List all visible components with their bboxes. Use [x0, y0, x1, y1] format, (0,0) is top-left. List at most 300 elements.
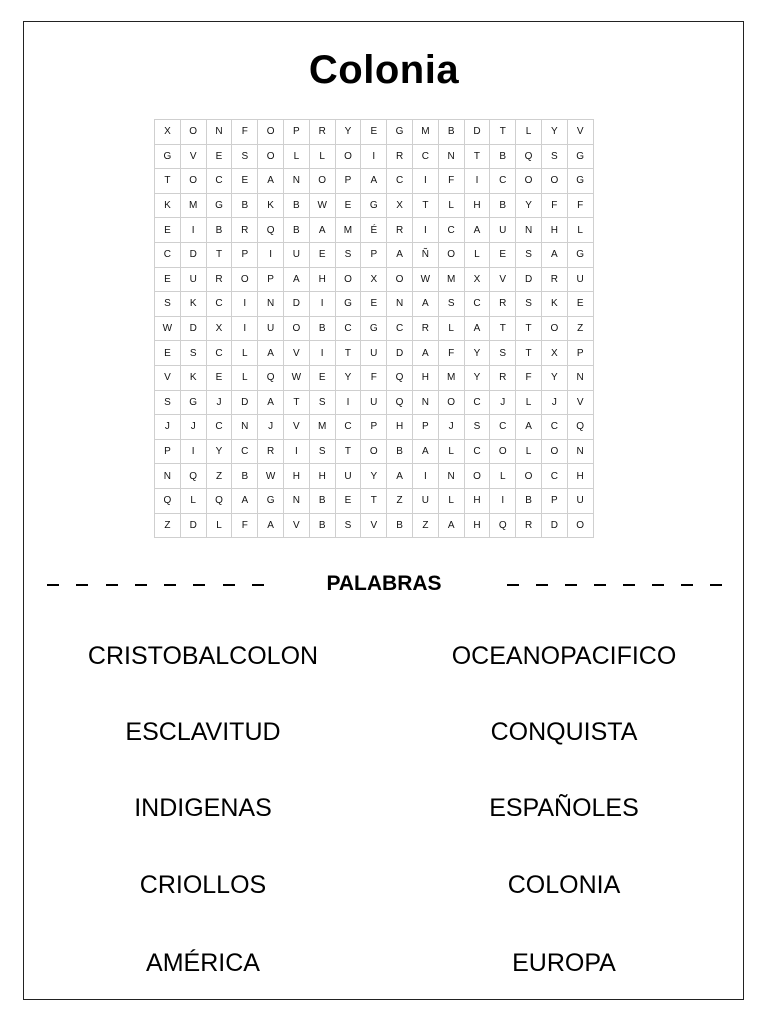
grid-cell: T — [516, 316, 542, 341]
grid-cell: Q — [258, 365, 284, 390]
grid-cell: W — [283, 365, 309, 390]
grid-cell: C — [206, 292, 232, 317]
grid-cell: J — [541, 390, 567, 415]
grid-cell: A — [258, 390, 284, 415]
grid-cell: V — [490, 267, 516, 292]
grid-row — [155, 169, 594, 194]
grid-cell: R — [412, 316, 438, 341]
grid-cell: I — [309, 292, 335, 317]
grid-cell: E — [309, 365, 335, 390]
grid-cell: H — [283, 464, 309, 489]
grid-cell: N — [567, 439, 593, 464]
grid-cell: P — [232, 242, 258, 267]
grid-cell: G — [206, 193, 232, 218]
grid-cell: B — [490, 193, 516, 218]
grid-cell: A — [438, 513, 464, 538]
grid-cell: I — [464, 169, 490, 194]
grid-cell: I — [283, 439, 309, 464]
grid-cell: G — [567, 242, 593, 267]
grid-cell: O — [180, 169, 206, 194]
grid-cell: A — [258, 169, 284, 194]
grid-cell: V — [361, 513, 387, 538]
grid-cell: A — [258, 341, 284, 366]
grid-cell: L — [464, 242, 490, 267]
grid-cell: O — [464, 464, 490, 489]
grid-cell: C — [335, 316, 361, 341]
grid-cell: O — [258, 120, 284, 145]
grid-cell: A — [412, 292, 438, 317]
grid-cell: P — [567, 341, 593, 366]
grid-cell: I — [412, 464, 438, 489]
grid-cell: A — [412, 439, 438, 464]
grid-cell: U — [335, 464, 361, 489]
grid-cell: L — [180, 488, 206, 513]
grid-cell: J — [206, 390, 232, 415]
letter-grid — [154, 119, 594, 538]
grid-cell: E — [155, 341, 181, 366]
word-item: COLONIA — [507, 871, 621, 899]
grid-cell: B — [516, 488, 542, 513]
grid-cell: O — [541, 439, 567, 464]
grid-row — [155, 513, 594, 538]
word-item: ESCLAVITUD — [125, 718, 281, 746]
grid-cell: W — [309, 193, 335, 218]
grid-cell: S — [335, 242, 361, 267]
grid-cell: S — [516, 292, 542, 317]
grid-cell: I — [180, 218, 206, 243]
grid-cell: O — [438, 390, 464, 415]
grid-cell: E — [206, 365, 232, 390]
grid-cell: C — [464, 292, 490, 317]
grid-cell: L — [438, 316, 464, 341]
grid-cell: X — [464, 267, 490, 292]
grid-cell: T — [283, 390, 309, 415]
grid-cell: O — [516, 169, 542, 194]
grid-cell: P — [541, 488, 567, 513]
grid-cell: U — [490, 218, 516, 243]
grid-cell: O — [567, 513, 593, 538]
grid-cell: R — [541, 267, 567, 292]
grid-cell: X — [361, 267, 387, 292]
grid-cell: L — [232, 365, 258, 390]
grid-row — [155, 267, 594, 292]
grid-cell: S — [438, 292, 464, 317]
grid-cell: C — [335, 415, 361, 440]
grid-cell: P — [361, 415, 387, 440]
grid-cell: C — [206, 341, 232, 366]
grid-cell: H — [541, 218, 567, 243]
grid-cell: Z — [387, 488, 413, 513]
grid-cell: X — [206, 316, 232, 341]
grid-cell: I — [412, 169, 438, 194]
grid-cell: B — [232, 464, 258, 489]
grid-cell: Y — [516, 193, 542, 218]
grid-cell: C — [412, 144, 438, 169]
grid-cell: L — [438, 488, 464, 513]
grid-cell: G — [258, 488, 284, 513]
grid-row — [155, 120, 594, 145]
grid-cell: S — [490, 341, 516, 366]
grid-cell: D — [283, 292, 309, 317]
grid-cell: O — [309, 169, 335, 194]
grid-cell: N — [232, 415, 258, 440]
grid-cell: C — [490, 169, 516, 194]
grid-cell: Q — [206, 488, 232, 513]
grid-cell: K — [180, 292, 206, 317]
grid-cell: C — [206, 169, 232, 194]
grid-cell: A — [516, 415, 542, 440]
grid-cell: T — [206, 242, 232, 267]
grid-cell: O — [490, 439, 516, 464]
grid-cell: D — [180, 513, 206, 538]
grid-cell: O — [361, 439, 387, 464]
grid-cell: S — [516, 242, 542, 267]
grid-cell: M — [438, 365, 464, 390]
grid-cell: L — [567, 218, 593, 243]
grid-cell: M — [412, 120, 438, 145]
grid-cell: B — [283, 193, 309, 218]
grid-cell: L — [438, 439, 464, 464]
grid-cell: B — [387, 513, 413, 538]
grid-cell: A — [541, 242, 567, 267]
grid-cell: D — [180, 316, 206, 341]
grid-cell: Q — [567, 415, 593, 440]
word-item: EUROPA — [512, 949, 616, 977]
grid-cell: L — [516, 120, 542, 145]
grid-cell: M — [335, 218, 361, 243]
grid-cell: G — [180, 390, 206, 415]
grid-cell: B — [490, 144, 516, 169]
grid-cell: E — [335, 488, 361, 513]
grid-cell: A — [232, 488, 258, 513]
grid-cell: T — [464, 144, 490, 169]
grid-cell: T — [335, 439, 361, 464]
grid-cell: J — [438, 415, 464, 440]
grid-row — [155, 193, 594, 218]
grid-cell: E — [206, 144, 232, 169]
grid-cell: H — [464, 488, 490, 513]
grid-cell: X — [155, 120, 181, 145]
grid-cell: A — [464, 316, 490, 341]
grid-cell: N — [387, 292, 413, 317]
grid-cell: T — [516, 341, 542, 366]
grid-cell: F — [516, 365, 542, 390]
grid-cell: T — [155, 169, 181, 194]
grid-cell: E — [361, 292, 387, 317]
grid-cell: O — [335, 144, 361, 169]
grid-cell: N — [206, 120, 232, 145]
grid-cell: F — [232, 120, 258, 145]
grid-cell: Y — [335, 120, 361, 145]
grid-cell: S — [309, 439, 335, 464]
grid-cell: Ñ — [412, 242, 438, 267]
grid-cell: O — [232, 267, 258, 292]
grid-cell: C — [490, 415, 516, 440]
grid-row — [155, 390, 594, 415]
grid-cell: Q — [180, 464, 206, 489]
grid-cell: N — [258, 292, 284, 317]
grid-cell: P — [258, 267, 284, 292]
grid-cell: V — [567, 120, 593, 145]
grid-cell: Y — [464, 341, 490, 366]
grid-cell: E — [155, 218, 181, 243]
grid-cell: L — [438, 193, 464, 218]
grid-cell: P — [283, 120, 309, 145]
grid-cell: U — [283, 242, 309, 267]
grid-cell: D — [464, 120, 490, 145]
grid-cell: R — [387, 144, 413, 169]
grid-cell: V — [180, 144, 206, 169]
grid-cell: C — [541, 415, 567, 440]
grid-cell: A — [309, 218, 335, 243]
grid-cell: C — [206, 415, 232, 440]
grid-row — [155, 316, 594, 341]
grid-cell: V — [283, 415, 309, 440]
grid-cell: J — [258, 415, 284, 440]
grid-cell: B — [438, 120, 464, 145]
grid-cell: N — [438, 144, 464, 169]
grid-cell: B — [309, 316, 335, 341]
grid-cell: B — [283, 218, 309, 243]
grid-cell: V — [283, 341, 309, 366]
grid-cell: Y — [541, 120, 567, 145]
word-item: CONQUISTA — [490, 718, 638, 746]
grid-cell: P — [361, 242, 387, 267]
grid-cell: J — [490, 390, 516, 415]
grid-cell: O — [541, 316, 567, 341]
grid-cell: Q — [155, 488, 181, 513]
grid-cell: W — [155, 316, 181, 341]
grid-cell: J — [180, 415, 206, 440]
grid-cell: R — [206, 267, 232, 292]
word-item: ESPAÑOLES — [489, 794, 639, 822]
grid-cell: F — [567, 193, 593, 218]
word-item: CRIOLLOS — [139, 871, 267, 899]
grid-cell: O — [180, 120, 206, 145]
grid-cell: A — [283, 267, 309, 292]
grid-cell: Z — [412, 513, 438, 538]
grid-cell: P — [335, 169, 361, 194]
grid-cell: R — [516, 513, 542, 538]
grid-cell: C — [464, 390, 490, 415]
divider-right — [507, 584, 722, 587]
grid-row — [155, 144, 594, 169]
grid-cell: Q — [387, 390, 413, 415]
grid-cell: N — [283, 488, 309, 513]
grid-cell: P — [412, 415, 438, 440]
grid-cell: L — [490, 464, 516, 489]
grid-cell: L — [309, 144, 335, 169]
grid-cell: N — [412, 390, 438, 415]
grid-cell: C — [155, 242, 181, 267]
grid-cell: L — [516, 439, 542, 464]
grid-cell: N — [516, 218, 542, 243]
grid-cell: H — [309, 267, 335, 292]
grid-cell: I — [232, 292, 258, 317]
grid-cell: E — [232, 169, 258, 194]
grid-cell: G — [335, 292, 361, 317]
grid-cell: I — [361, 144, 387, 169]
grid-cell: H — [567, 464, 593, 489]
grid-row — [155, 242, 594, 267]
grid-cell: A — [361, 169, 387, 194]
grid-cell: X — [541, 341, 567, 366]
grid-cell: I — [309, 341, 335, 366]
grid-cell: S — [541, 144, 567, 169]
grid-cell: O — [438, 242, 464, 267]
grid-cell: T — [412, 193, 438, 218]
grid-cell: F — [541, 193, 567, 218]
grid-cell: C — [438, 218, 464, 243]
grid-cell: S — [155, 390, 181, 415]
word-item: INDIGENAS — [134, 794, 272, 822]
grid-cell: F — [361, 365, 387, 390]
grid-cell: M — [309, 415, 335, 440]
grid-cell: D — [541, 513, 567, 538]
grid-cell: M — [180, 193, 206, 218]
grid-cell: L — [232, 341, 258, 366]
grid-cell: C — [387, 169, 413, 194]
grid-cell: T — [361, 488, 387, 513]
grid-cell: Y — [541, 365, 567, 390]
grid-cell: S — [155, 292, 181, 317]
grid-row — [155, 488, 594, 513]
word-item: AMÉRICA — [146, 949, 260, 977]
grid-cell: U — [361, 390, 387, 415]
grid-cell: M — [438, 267, 464, 292]
grid-row — [155, 341, 594, 366]
grid-cell: N — [155, 464, 181, 489]
grid-cell: A — [387, 464, 413, 489]
grid-cell: V — [567, 390, 593, 415]
grid-cell: R — [490, 292, 516, 317]
grid-cell: U — [567, 267, 593, 292]
words-heading: PALABRAS — [326, 572, 442, 595]
grid-cell: Y — [361, 464, 387, 489]
grid-cell: X — [387, 193, 413, 218]
grid-cell: G — [567, 144, 593, 169]
grid-cell: S — [464, 415, 490, 440]
grid-cell: S — [335, 513, 361, 538]
grid-cell: H — [309, 464, 335, 489]
grid-cell: N — [438, 464, 464, 489]
grid-cell: K — [180, 365, 206, 390]
grid-cell: L — [516, 390, 542, 415]
grid-cell: V — [155, 365, 181, 390]
grid-cell: Q — [490, 513, 516, 538]
grid-cell: U — [180, 267, 206, 292]
grid-row — [155, 292, 594, 317]
grid-cell: E — [361, 120, 387, 145]
grid-cell: D — [180, 242, 206, 267]
grid-cell: T — [490, 120, 516, 145]
grid-cell: E — [567, 292, 593, 317]
grid-cell: G — [387, 120, 413, 145]
grid-cell: Y — [335, 365, 361, 390]
grid-cell: F — [438, 341, 464, 366]
grid-cell: U — [258, 316, 284, 341]
grid-cell: G — [361, 316, 387, 341]
grid-cell: N — [567, 365, 593, 390]
grid-cell: E — [490, 242, 516, 267]
grid-cell: P — [155, 439, 181, 464]
grid-row — [155, 439, 594, 464]
grid-cell: A — [412, 341, 438, 366]
grid-cell: Q — [516, 144, 542, 169]
grid-cell: S — [180, 341, 206, 366]
grid-cell: I — [180, 439, 206, 464]
grid-cell: V — [283, 513, 309, 538]
page-title: Colonia — [308, 48, 460, 92]
grid-cell: B — [387, 439, 413, 464]
grid-cell: C — [232, 439, 258, 464]
grid-row — [155, 365, 594, 390]
grid-cell: U — [412, 488, 438, 513]
grid-cell: A — [258, 513, 284, 538]
grid-cell: A — [387, 242, 413, 267]
grid-cell: O — [387, 267, 413, 292]
grid-cell: D — [232, 390, 258, 415]
grid-cell: I — [258, 242, 284, 267]
grid-cell: R — [490, 365, 516, 390]
grid-cell: C — [541, 464, 567, 489]
grid-cell: D — [387, 341, 413, 366]
grid-cell: R — [309, 120, 335, 145]
grid-cell: F — [232, 513, 258, 538]
grid-cell: W — [258, 464, 284, 489]
grid-cell: R — [387, 218, 413, 243]
grid-cell: R — [232, 218, 258, 243]
grid-cell: R — [258, 439, 284, 464]
grid-cell: É — [361, 218, 387, 243]
grid-cell: H — [464, 193, 490, 218]
grid-cell: Q — [258, 218, 284, 243]
grid-cell: B — [206, 218, 232, 243]
grid-row — [155, 464, 594, 489]
word-item: OCEANOPACIFICO — [451, 642, 677, 670]
grid-cell: Z — [567, 316, 593, 341]
grid-cell: N — [283, 169, 309, 194]
grid-cell: I — [490, 488, 516, 513]
grid-cell: Z — [155, 513, 181, 538]
grid-cell: C — [387, 316, 413, 341]
grid-cell: Y — [206, 439, 232, 464]
grid-cell: H — [464, 513, 490, 538]
grid-cell: B — [309, 513, 335, 538]
grid-cell: O — [516, 464, 542, 489]
grid-cell: G — [567, 169, 593, 194]
grid-cell: S — [309, 390, 335, 415]
grid-cell: A — [464, 218, 490, 243]
grid-cell: F — [438, 169, 464, 194]
grid-cell: I — [335, 390, 361, 415]
grid-cell: U — [567, 488, 593, 513]
grid-cell: O — [258, 144, 284, 169]
grid-cell: O — [335, 267, 361, 292]
grid-cell: Y — [464, 365, 490, 390]
grid-cell: T — [335, 341, 361, 366]
grid-row — [155, 415, 594, 440]
grid-cell: E — [335, 193, 361, 218]
grid-cell: I — [232, 316, 258, 341]
grid-cell: Z — [206, 464, 232, 489]
word-item: CRISTOBALCOLON — [87, 642, 319, 670]
grid-cell: K — [258, 193, 284, 218]
grid-cell: L — [206, 513, 232, 538]
grid-cell: D — [516, 267, 542, 292]
grid-cell: J — [155, 415, 181, 440]
grid-cell: T — [490, 316, 516, 341]
